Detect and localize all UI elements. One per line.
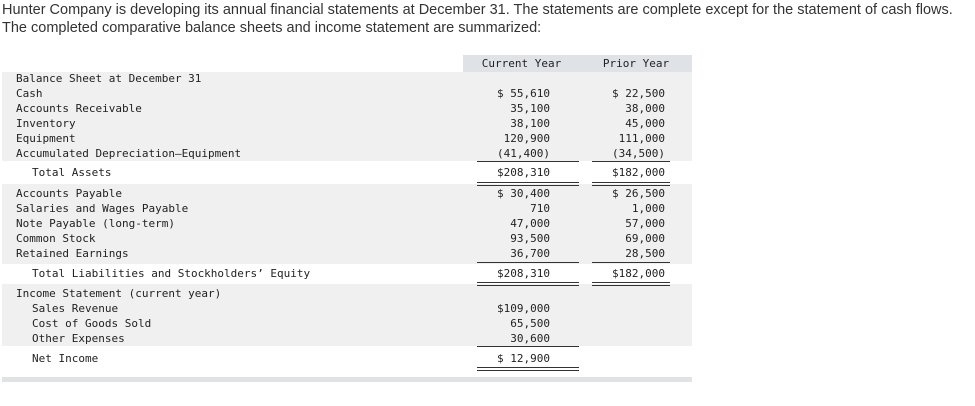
row-label: Net Income — [32, 352, 99, 365]
row-label: Cost of Goods Sold — [32, 317, 152, 330]
current-value: $ 55,610 — [497, 87, 550, 100]
subtotal-rule-prior — [592, 262, 670, 263]
table-row — [2, 101, 692, 116]
table-footer-bar — [2, 377, 692, 382]
row-label: Retained Earnings — [16, 247, 129, 260]
table-row — [2, 116, 692, 131]
total-liabilities-equity-row — [2, 266, 692, 281]
prior-value: 1,000 — [631, 202, 665, 215]
prior-value: 28,500 — [625, 247, 665, 260]
row-label: Total Assets — [32, 166, 112, 179]
table-row — [2, 146, 692, 161]
row-label: Common Stock — [16, 232, 96, 245]
row-label: Sales Revenue — [32, 302, 119, 315]
current-value: 47,000 — [510, 217, 550, 230]
subtotal-rule-current — [477, 262, 579, 263]
table-row — [2, 131, 692, 146]
row-label: Accumulated Depreciation—Equipment — [16, 147, 242, 160]
table-row — [2, 316, 692, 331]
row-label: Other Expenses — [32, 332, 125, 345]
prior-value: $ 22,500 — [612, 87, 665, 100]
row-label: Note Payable (long-term) — [16, 217, 175, 230]
subtotal-rule-current — [477, 346, 579, 347]
subtotal-rule-prior — [592, 161, 670, 162]
intro-paragraph: Hunter Company is developing its annual financial statements at December 31. The statements are complete except for the statement of cash flows. The completed comparative balance sheets and income statement are summarized: — [2, 2, 953, 36]
table-row — [2, 301, 692, 316]
row-label: Accounts Payable — [16, 187, 122, 200]
balance-sheet-heading: Balance Sheet at December 31 — [16, 72, 202, 85]
current-value: (41,400) — [497, 147, 550, 160]
table-row — [2, 216, 692, 231]
prior-value: 69,000 — [625, 232, 665, 245]
table-row — [2, 246, 692, 261]
net-income-row — [2, 351, 692, 366]
row-label: Accounts Receivable — [16, 102, 142, 115]
income-statement-heading-row — [2, 286, 692, 301]
row-label: Equipment — [16, 132, 76, 145]
column-header-prior: Prior Year — [580, 55, 692, 72]
prior-value: 57,000 — [625, 217, 665, 230]
column-header-row — [2, 55, 692, 72]
current-value: $ 30,400 — [497, 187, 550, 200]
current-value: 36,700 — [510, 247, 550, 260]
double-rule-current — [477, 367, 579, 371]
prior-value: 38,000 — [625, 102, 665, 115]
table-row — [2, 231, 692, 246]
column-header-current: Current Year — [463, 55, 580, 72]
table-row — [2, 201, 692, 216]
current-value: 120,900 — [503, 132, 550, 145]
total-assets-row — [2, 165, 692, 180]
table-row — [2, 186, 692, 201]
balance-sheet-heading-row — [2, 71, 692, 86]
financial-statements-table — [2, 55, 692, 385]
table-row — [2, 331, 692, 346]
current-value: 93,500 — [510, 232, 550, 245]
row-label: Total Liabilities and Stockholders’ Equity — [32, 267, 311, 280]
prior-value: $ 26,500 — [612, 187, 665, 200]
current-value: $208,310 — [497, 267, 550, 280]
income-statement-heading: Income Statement (current year) — [16, 287, 222, 300]
prior-value: 111,000 — [618, 132, 665, 145]
current-value: 710 — [530, 202, 550, 215]
current-value: 65,500 — [510, 317, 550, 330]
prior-value: (34,500) — [612, 147, 665, 160]
prior-value: $182,000 — [612, 166, 665, 179]
table-row — [2, 86, 692, 101]
subtotal-rule-current — [477, 161, 579, 162]
current-value: $208,310 — [497, 166, 550, 179]
row-label: Inventory — [16, 117, 76, 130]
prior-value: $182,000 — [612, 267, 665, 280]
row-label: Cash — [16, 87, 43, 100]
current-value: $ 12,900 — [497, 352, 550, 365]
current-value: 30,600 — [510, 332, 550, 345]
current-value: 35,100 — [510, 102, 550, 115]
current-value: $109,000 — [497, 302, 550, 315]
prior-value: 45,000 — [625, 117, 665, 130]
row-label: Salaries and Wages Payable — [16, 202, 189, 215]
current-value: 38,100 — [510, 117, 550, 130]
